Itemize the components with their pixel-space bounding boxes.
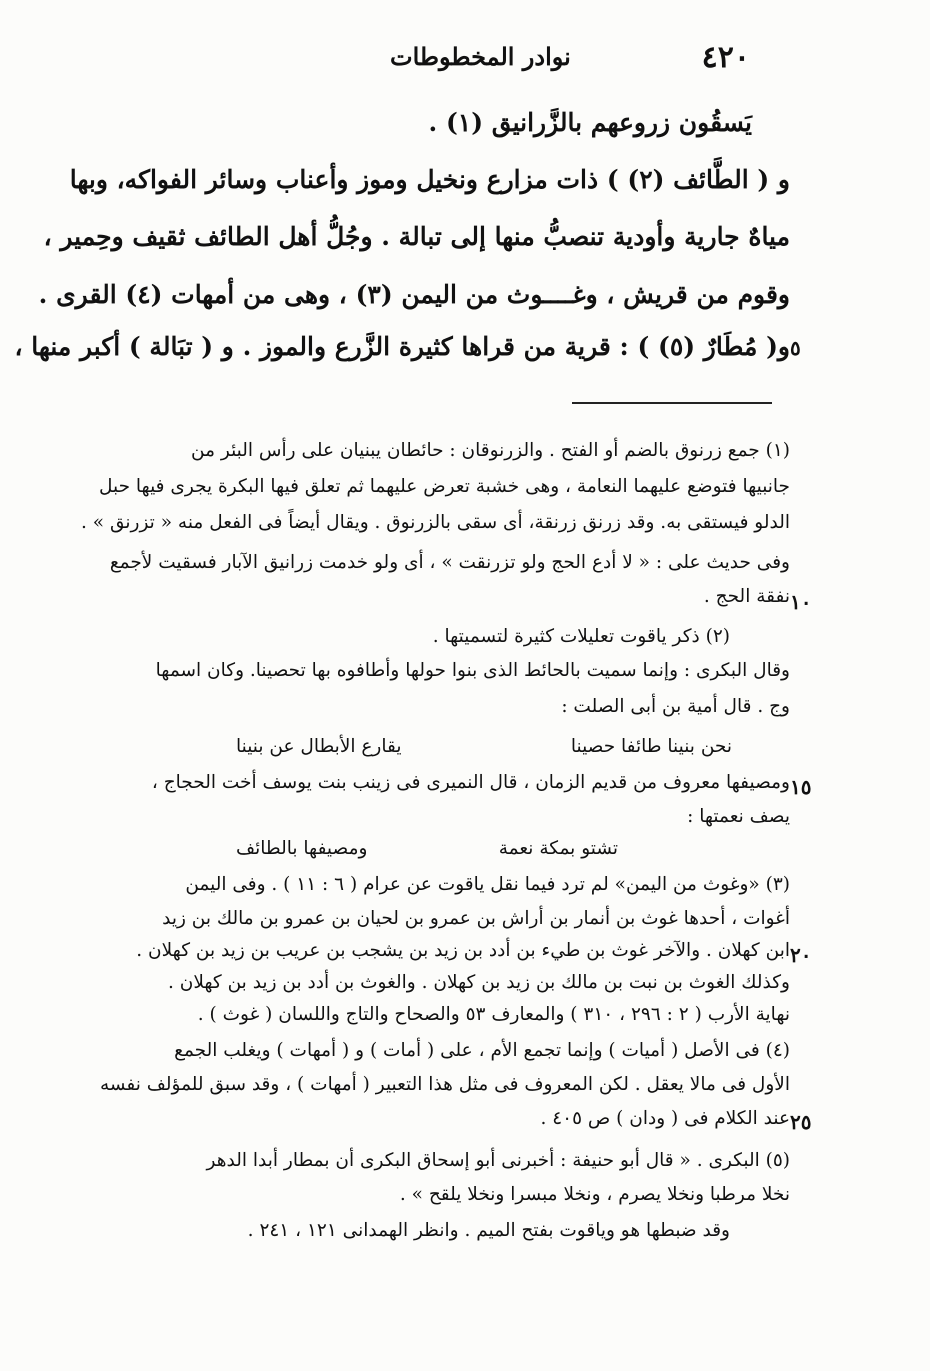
footnote-line: (١) جمع زرنوق بالضم أو الفتح . والزرنوقان : حائطان يبنيان على رأس البئر من [191,440,790,461]
body-line: و ( الطَّائف (٢) ) ذات مزارع ونخيل وموز وأعناب وسائر الفواكه، وبها [69,165,790,194]
footnote-line: الدلو فيستقى به. وقد زرنق زرنقة، أى سقى بالزرنوق . ويقال أيضاً فى الفعل منه « تزرنق » . [81,512,790,533]
footnote-line: جانبيها فتوضع عليهما النعامة ، وهى خشبة تعرض عليهما ثم تعلق فيها البكرة يجرى فيها حبل [99,476,790,497]
margin-line-number: ١٥ [790,775,812,799]
footnote-line: وكذلك الغوث بن نبت بن مالك بن زيد بن كهلان . والغوث بن أدد بن زيد بن كهلان . [168,972,790,993]
footnote-line: ابن كهلان . والآخر غوث بن طيء بن أدد بن زيد بن يشجب بن عريب بن زيد بن كهلان . [136,940,790,961]
footnote-divider [572,402,772,404]
verse-hemistich: ومصيفها بالطائف [236,838,368,859]
body-line: يَسقُون زروعهم بالزَّرانيق (١) . [428,108,752,137]
footnote-line: ومصيفها معروف من قديم الزمان ، قال النميرى فى زينب بنت يوسف أخت الحجاج ، [151,772,790,793]
body-line: وقوم من قريش ، وغــــوث من اليمن (٣) ، وهى من أمهات (٤) القرى . [38,280,790,309]
footnote-line: عند الكلام فى ( ودان ) ص ٤٠٥ . [540,1108,790,1129]
page-header [390,40,750,80]
footnote-line: وقد ضبطها هو وياقوت بفتح الميم . وانظر الهمدانى ١٢١ ، ٢٤١ . [247,1220,730,1241]
footnote-line: (٤) فى الأصل ( أميات ) وإنما تجمع الأم ، على ( أمات ) و ( أمهات ) ويغلب الجمع [174,1040,790,1061]
footnote-line: نهاية الأرب ( ٢ : ٢٩٦ ، ٣١٠ ) والمعارف ٥٣ والصحاح والتاج واللسان ( غوث ) . [197,1004,790,1025]
margin-line-number: ١٠ [790,590,812,614]
verse-hemistich: يقارع الأبطال عن بنينا [236,736,402,757]
footnote-line: نخلا مرطبا ونخلا يصرم ، ونخلا مبسرا ونخلا يلقح » . [399,1184,790,1205]
running-title: نوادر المخطوطات [390,42,571,71]
footnote-line: وفى حديث على : « لا أدع الحج ولو تزرنقت » ، أى ولو خدمت زرانيق الآبار فسقيت لأجمع [109,552,790,573]
footnote-line: (٣) «وغوث من اليمن» لم ترد فيما نقل ياقوت عن عرام ( ٦ : ١١ ) . وفى اليمن [185,874,790,895]
footnote-line: (٢) ذكر ياقوت تعليلات كثيرة لتسميتها . [432,626,730,647]
footnote-line: يصف نعمتها : [687,806,790,827]
margin-line-number: ٢٠ [790,943,812,967]
page-number: ٤٢٠ [701,40,750,75]
verse-hemistich: نحن بنينا طائفا حصينا [570,736,732,757]
margin-line-number: ٥ [790,336,801,360]
body-line: و( مُطَارٌ (٥) ) : قرية من قراها كثيرة الزَّرع والموز . و ( تبَالة ) أكبر منها ، [14,332,790,361]
footnote-line: نفقة الحج . [703,586,790,607]
body-line: مياهٌ جارية وأودية تنصبُّ منها إلى تبالة . وجُلُّ أهل الطائف ثقيف وحِمير ، [43,222,790,251]
margin-line-number: ٢٥ [790,1110,812,1134]
footnote-line: وقال البكرى : وإنما سميت بالحائط الذى بنوا حولها وأطافوه بها تحصينا. وكان اسمها [155,660,790,681]
footnote-line: (٥) البكرى . « قال أبو حنيفة : أخبرنى أبو إسحاق البكرى أن بمطار أبدا الدهر [206,1150,790,1171]
footnote-line: الأول فى مالا يعقل . لكن المعروف فى مثل هذا التعبير ( أمهات ) ، وقد سبق للمؤلف نفسه [99,1074,790,1095]
verse-hemistich: تشتو بمكة نعمة [498,838,618,859]
footnote-line: أغوات ، أحدها غوث بن أنمار بن أراش بن عمرو بن لحيان بن عمرو بن مالك بن زيد [162,908,790,929]
footnote-line: وج . قال أمية بن أبى الصلت : [561,696,790,717]
